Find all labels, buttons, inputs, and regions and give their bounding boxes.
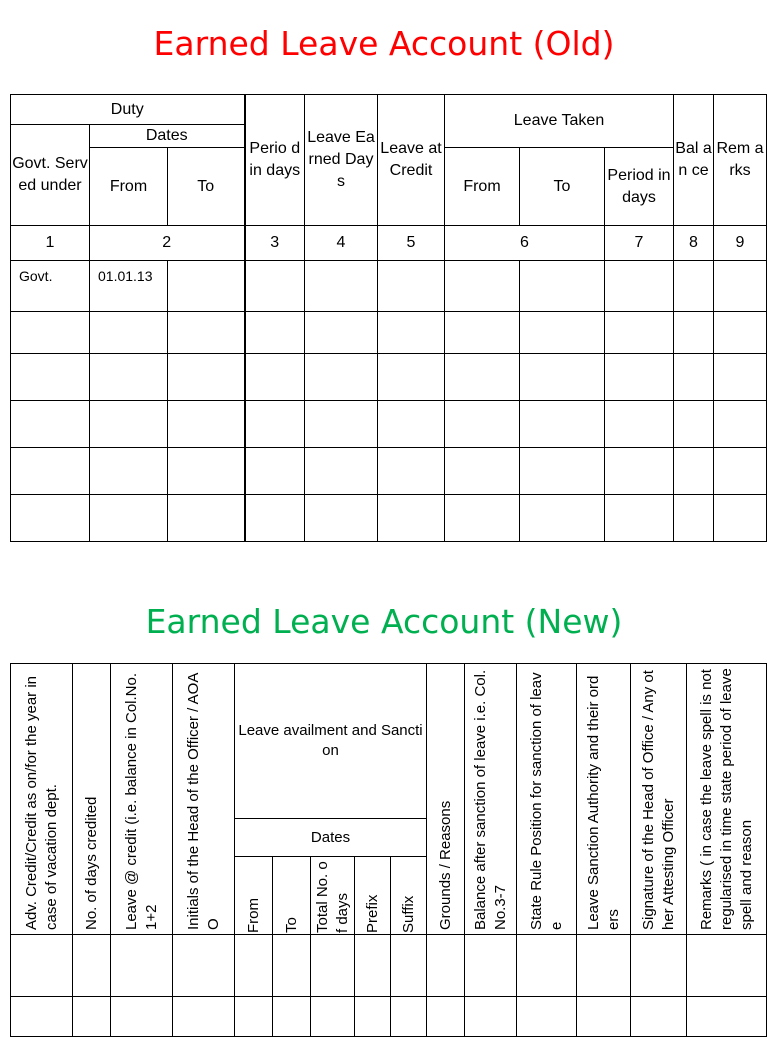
remarks-header: Rem arks bbox=[714, 95, 767, 226]
suffix-header: Suffix bbox=[391, 857, 427, 935]
col-number: 9 bbox=[714, 226, 767, 261]
leave-credit-header: Leave @ credit (i.e. balance in Col.No.1+2 bbox=[111, 664, 173, 935]
col-number: 3 bbox=[245, 226, 305, 261]
leave-availment-header: Leave availment and Sanction bbox=[235, 664, 427, 819]
authority-header: Leave Sanction Authority and their orders bbox=[577, 664, 631, 935]
leave-credit-header: Leave at Credit bbox=[378, 95, 445, 226]
leave-earned-header: Leave Earned Days bbox=[305, 95, 378, 226]
entry-cell bbox=[445, 261, 520, 312]
entry-from-cell: 01.01.13 bbox=[90, 261, 168, 312]
entry-cell bbox=[245, 261, 305, 312]
from-header: From bbox=[235, 857, 273, 935]
prefix-header: Prefix bbox=[355, 857, 391, 935]
initials-header: Initials of the Head of the Officer / AOAO bbox=[173, 664, 235, 935]
entry-cell bbox=[674, 261, 714, 312]
col-number: 7 bbox=[605, 226, 674, 261]
table-row bbox=[11, 312, 767, 354]
entry-govt-cell: Govt. bbox=[11, 261, 90, 312]
entry-cell bbox=[605, 261, 674, 312]
old-leave-account-table bbox=[10, 94, 767, 542]
days-credited-header: No. of days credited bbox=[73, 664, 111, 935]
dates-to-header: To bbox=[168, 148, 245, 226]
table-row bbox=[11, 354, 767, 401]
dates-from-header: From bbox=[90, 148, 168, 226]
old-form-title: Earned Leave Account (Old) bbox=[153, 24, 615, 63]
table-row bbox=[11, 935, 767, 997]
balance-header: Bal an ce bbox=[674, 95, 714, 226]
balance-after-header: Balance after sanction of leave i.e. Col.No.3-7 bbox=[465, 664, 517, 935]
table-row bbox=[11, 997, 767, 1037]
entry-cell bbox=[168, 261, 245, 312]
dates-header: Dates bbox=[235, 819, 427, 857]
col-number: 1 bbox=[11, 226, 90, 261]
remarks-header: Remarks ( in case the leave spell is not regularised in time state period of leave spell and reason bbox=[687, 664, 767, 935]
grounds-header: Grounds / Reasons bbox=[427, 664, 465, 935]
duty-header: Duty bbox=[11, 95, 245, 125]
state-rule-header: State Rule Position for sanction of leave bbox=[517, 664, 577, 935]
leave-taken-from-header: From bbox=[445, 148, 520, 226]
col-number: 2 bbox=[90, 226, 245, 261]
entry-cell bbox=[520, 261, 605, 312]
new-form-title: Earned Leave Account (New) bbox=[145, 602, 623, 641]
signature-header: Signature of the Head of Office / Any other Attesting Officer bbox=[631, 664, 687, 935]
period-header: Perio d in days bbox=[245, 95, 305, 226]
new-leave-account-table bbox=[10, 663, 767, 1037]
govt-served-header: Govt. Served under bbox=[11, 125, 90, 226]
leave-taken-to-header: To bbox=[520, 148, 605, 226]
total-days-header: Total No. of days bbox=[311, 857, 355, 935]
dates-header: Dates bbox=[90, 125, 245, 148]
table-row bbox=[11, 448, 767, 495]
entry-cell bbox=[305, 261, 378, 312]
to-header: To bbox=[273, 857, 311, 935]
col-number: 6 bbox=[445, 226, 605, 261]
col-number: 8 bbox=[674, 226, 714, 261]
col-number: 5 bbox=[378, 226, 445, 261]
leave-taken-header: Leave Taken bbox=[445, 95, 674, 148]
table-row bbox=[11, 495, 767, 542]
entry-cell bbox=[378, 261, 445, 312]
table-row bbox=[11, 401, 767, 448]
adv-credit-header: Adv. Credit/Credit as on/for the year in case of vacation dept. bbox=[11, 664, 73, 935]
col-number: 4 bbox=[305, 226, 378, 261]
entry-cell bbox=[714, 261, 767, 312]
leave-taken-period-header: Period in days bbox=[605, 148, 674, 226]
